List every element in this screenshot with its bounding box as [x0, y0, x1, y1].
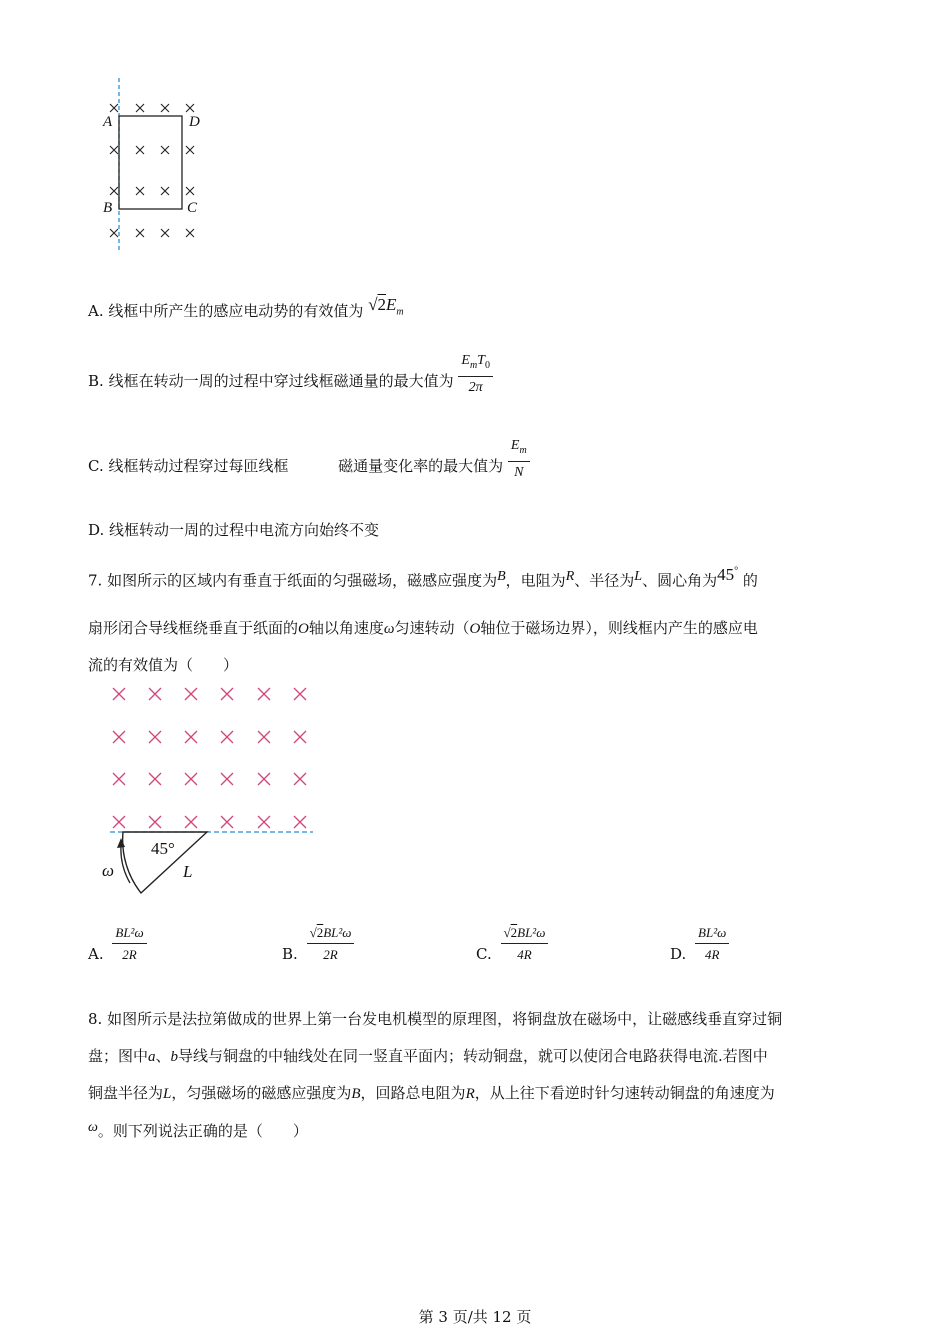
option-a-formula: $√2E_m$ [368, 295, 404, 318]
q7-stem-line3: 流的有效值为（ ） [88, 656, 239, 674]
magnetic-field-cross-icon [113, 773, 125, 785]
field-cross-icon [136, 104, 144, 112]
coil-label-a: A [103, 114, 113, 130]
radius-label: L [183, 862, 193, 881]
magnetic-field-cross-icon [149, 816, 161, 828]
q6-option-b[interactable]: B. 线框在转动一周的过程中穿过线框磁通量的最大值为 $\frac{E_mT_0}{2\pi}$ [88, 360, 493, 404]
field-cross-icon [110, 104, 118, 112]
magnetic-field-cross-icon [113, 816, 125, 828]
magnetic-field-cross-icon [258, 773, 270, 785]
magnetic-field-cross-icon [221, 731, 233, 743]
field-cross-icon [161, 146, 169, 154]
field-cross-icon [186, 187, 194, 195]
magnetic-field-cross-icon [294, 731, 306, 743]
magnetic-field-cross-icon [258, 816, 270, 828]
field-cross-icon [136, 146, 144, 154]
coil-label-d: D [189, 114, 200, 130]
q6-option-a[interactable]: A. 线框中所产生的感应电动势的有效值为 $√2E_m$ [88, 295, 404, 320]
option-b-fraction: $\frac{E_mT_0}{2\pi}$ [458, 352, 493, 396]
coil-figure [100, 78, 210, 258]
q8-stem-line2: 盘；图中a、b导线与铜盘的中轴线处在同一竖直平面内；转动铜盘，就可以使闭合电路获得电流.若图中 [88, 1047, 768, 1065]
field-cross-icon [186, 104, 194, 112]
omega-label: ω [102, 861, 115, 880]
q7-stem-line1: 7. 如图所示的区域内有垂直于纸面的匀强磁场，磁感应强度为B，电阻为R、半径为L、圆心角为45° 的 [88, 564, 758, 590]
magnetic-field-cross-icon [294, 816, 306, 828]
sector-figure [95, 680, 325, 895]
q7-option-b[interactable]: B. $\frac{\text{√2BL²ω}}{2R}$ [282, 924, 354, 963]
q7-option-c[interactable]: C. $\frac{\text{√2BL²ω}}{4R}$ [476, 924, 548, 963]
field-cross-icon [161, 104, 169, 112]
field-cross-icon [110, 187, 118, 195]
q8-stem-line1: 8. 如图所示是法拉第做成的世界上第一台发电机模型的原理图，将铜盘放在磁场中，让磁感线垂直穿过铜 [88, 1010, 783, 1028]
magnetic-field-cross-icon [113, 688, 125, 700]
field-cross-icon [161, 229, 169, 237]
magnetic-field-cross-icon [294, 773, 306, 785]
field-cross-icon [161, 187, 169, 195]
field-cross-icon [136, 187, 144, 195]
page-footer: 第 3 页/共 12 页 [418, 1308, 532, 1326]
coil-label-c: C [187, 200, 198, 216]
magnetic-field-cross-icon [185, 773, 197, 785]
magnetic-field-cross-icon [221, 816, 233, 828]
coil-rectangle [119, 116, 182, 209]
q6-option-c[interactable]: C. 线框转动过程穿过每匝线框 磁通量变化率的最大值为 $\frac{E_m}{N}$ [88, 445, 530, 489]
magnetic-field-cross-icon [185, 816, 197, 828]
field-cross-icon [186, 146, 194, 154]
pink-field-crosses [113, 688, 306, 828]
q8-stem-line3: 铜盘半径为L，匀强磁场的磁感应强度为B，回路总电阻为R，从上往下看逆时针匀速转动铜盘的角速度为 [88, 1084, 775, 1102]
magnetic-field-cross-icon [294, 688, 306, 700]
q7-option-a[interactable]: A. $\frac{\text{BL²ω}}{2R}$ [88, 924, 147, 963]
field-cross-icon [110, 146, 118, 154]
field-cross-icon [186, 229, 194, 237]
q6-option-d[interactable]: D. 线框转动一周的过程中电流方向始终不变 [88, 521, 380, 539]
magnetic-field-cross-icon [149, 688, 161, 700]
sector-angle-label: 45° [151, 839, 175, 858]
magnetic-field-cross-icon [185, 688, 197, 700]
field-cross-icon [136, 229, 144, 237]
rotation-arrowhead [117, 838, 125, 848]
magnetic-field-cross-icon [221, 688, 233, 700]
option-c-fraction: $\frac{E_m}{N}$ [508, 437, 530, 481]
magnetic-field-cross-icon [149, 773, 161, 785]
magnetic-field-cross-icon [113, 731, 125, 743]
field-cross-icon [110, 229, 118, 237]
magnetic-field-cross-icon [185, 731, 197, 743]
q7-stem-line2: 扇形闭合导线框绕垂直于纸面的O轴以角速度ω匀速转动（O轴位于磁场边界），则线框内产生的感应电 [88, 619, 758, 637]
coil-label-b: B [103, 200, 113, 216]
magnetic-field-cross-icon [258, 688, 270, 700]
q7-option-d[interactable]: D. $\frac{\text{BL²ω}}{4R}$ [670, 924, 729, 963]
magnetic-field-cross-icon [221, 773, 233, 785]
magnetic-field-cross-icon [149, 731, 161, 743]
magnetic-field-cross-icon [258, 731, 270, 743]
q8-stem-line4: ω。则下列说法正确的是（ ） [88, 1120, 308, 1140]
